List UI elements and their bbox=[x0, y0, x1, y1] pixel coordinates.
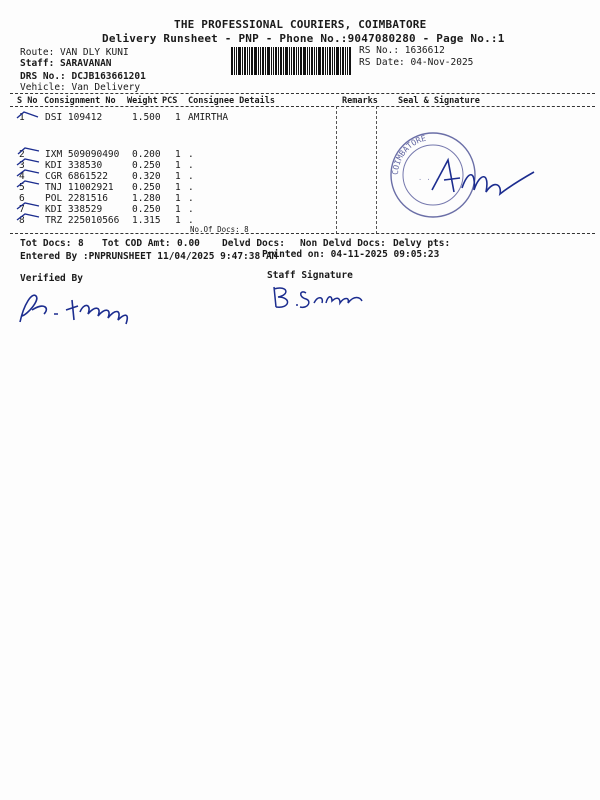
barcode-bar bbox=[347, 47, 348, 75]
row-sno: 4 bbox=[19, 171, 25, 182]
barcode-bar bbox=[300, 47, 302, 75]
barcode bbox=[231, 47, 357, 75]
barcode-bar bbox=[242, 47, 243, 75]
row-pcs: 1 bbox=[175, 182, 181, 193]
row-consignee: . bbox=[188, 160, 194, 171]
barcode-bar bbox=[311, 47, 313, 75]
col-sno: S No bbox=[17, 96, 38, 106]
table-top-rule bbox=[10, 93, 595, 94]
barcode-bar bbox=[314, 47, 315, 75]
row-consignment: DSI 109412 bbox=[45, 112, 103, 123]
barcode-bar bbox=[236, 47, 237, 75]
row-consignment: KDI 338530 bbox=[45, 160, 103, 171]
barcode-bar bbox=[325, 47, 326, 75]
col-weight: Weight bbox=[127, 96, 158, 106]
tick-marks bbox=[14, 110, 44, 230]
barcode-bar bbox=[234, 47, 235, 75]
tot-docs-value: 8 bbox=[78, 238, 84, 249]
col-consignee: Consignee Details bbox=[188, 96, 275, 106]
row-sno: 2 bbox=[19, 149, 25, 160]
barcode-bar bbox=[231, 47, 233, 75]
barcode-bar bbox=[336, 47, 339, 75]
drs-number: DRS No.: DCJB163661201 bbox=[20, 71, 146, 82]
verified-by-label: Verified By bbox=[20, 273, 83, 284]
row-consignee: . bbox=[188, 215, 194, 226]
barcode-bar bbox=[322, 47, 324, 75]
barcode-bar bbox=[275, 47, 277, 75]
row-consignment: TNJ 11002921 bbox=[45, 182, 114, 193]
row-pcs: 1 bbox=[175, 149, 181, 160]
rs-date: RS Date: 04-Nov-2025 bbox=[359, 57, 474, 68]
delvy-pts: Delvy pts: bbox=[393, 238, 451, 249]
row-consignment: CGR 6861522 bbox=[45, 171, 108, 182]
row-pcs: 1 bbox=[175, 160, 181, 171]
barcode-bar bbox=[307, 47, 308, 75]
barcode-bar bbox=[254, 47, 257, 75]
staff: Staff: SARAVANAN bbox=[20, 58, 112, 69]
barcode-bar bbox=[349, 47, 351, 75]
tot-docs-label: Tot Docs: bbox=[20, 238, 72, 249]
barcode-bar bbox=[278, 47, 279, 75]
stamp-text: COIMBATORE bbox=[390, 133, 427, 176]
row-consignment: IXM 509090490 bbox=[45, 149, 120, 160]
staff-signature-label: Staff Signature bbox=[267, 270, 353, 281]
barcode-bar bbox=[309, 47, 310, 75]
remarks-divider bbox=[336, 106, 337, 234]
svg-text:· · · ·: · · · · bbox=[418, 176, 448, 184]
no-of-docs: No.Of Docs: 8 bbox=[190, 225, 249, 234]
seal-signature-scribble bbox=[430, 150, 540, 210]
barcode-bar bbox=[283, 47, 284, 75]
row-pcs: 1 bbox=[175, 171, 181, 182]
barcode-bar bbox=[258, 47, 259, 75]
row-pcs: 1 bbox=[175, 193, 181, 204]
col-seal-signature: Seal & Signature bbox=[398, 96, 480, 106]
barcode-bar bbox=[247, 47, 248, 75]
row-pcs: 1 bbox=[175, 204, 181, 215]
barcode-bar bbox=[293, 47, 295, 75]
barcode-bar bbox=[262, 47, 264, 75]
row-sno: 3 bbox=[19, 160, 25, 171]
company-name: THE PROFESSIONAL COURIERS, COIMBATORE bbox=[174, 18, 427, 31]
row-consignee: . bbox=[188, 182, 194, 193]
barcode-bar bbox=[289, 47, 290, 75]
row-weight: 1.500 bbox=[132, 112, 161, 123]
barcode-bar bbox=[296, 47, 297, 75]
row-sno: 6 bbox=[19, 193, 25, 204]
row-pcs: 1 bbox=[175, 112, 181, 123]
verified-signature bbox=[14, 284, 144, 329]
col-remarks: Remarks bbox=[342, 96, 378, 106]
barcode-bar bbox=[332, 47, 333, 75]
entered-by: Entered By :PNPRUNSHEET 11/04/2025 9:47:38 AM bbox=[20, 251, 278, 262]
delvd-docs: Delvd Docs: bbox=[222, 238, 285, 249]
table-bottom-rule bbox=[10, 233, 595, 234]
vehicle: Vehicle: Van Delivery bbox=[20, 82, 141, 93]
barcode-bar bbox=[285, 47, 288, 75]
barcode-bar bbox=[291, 47, 292, 75]
row-sno: 1 bbox=[19, 112, 25, 123]
row-sno: 5 bbox=[19, 182, 25, 193]
row-consignee: . bbox=[188, 193, 194, 204]
row-sno: 7 bbox=[19, 204, 25, 215]
non-delvd-docs: Non Delvd Docs: bbox=[300, 238, 386, 249]
barcode-bar bbox=[251, 47, 253, 75]
staff-signature bbox=[270, 283, 370, 313]
rs-number: RS No.: 1636612 bbox=[359, 45, 445, 56]
barcode-bar bbox=[267, 47, 270, 75]
seal-divider bbox=[376, 106, 377, 234]
barcode-bar bbox=[271, 47, 272, 75]
runsheet-title: Delivery Runsheet - PNP - Phone No.:9047080280 - Page No.:1 bbox=[102, 32, 505, 45]
barcode-bar bbox=[298, 47, 299, 75]
tot-cod-label: Tot COD Amt: bbox=[102, 238, 171, 249]
col-consignment: Consignment No bbox=[44, 96, 116, 106]
printed-on: Printed on: 04-11-2025 09:05:23 bbox=[262, 249, 440, 260]
barcode-bar bbox=[334, 47, 335, 75]
barcode-bar bbox=[303, 47, 306, 75]
barcode-bar bbox=[318, 47, 321, 75]
row-weight: 0.250 bbox=[132, 182, 161, 193]
row-consignee: . bbox=[188, 171, 194, 182]
col-pcs: PCS bbox=[162, 96, 178, 106]
row-consignment: TRZ 225010566 bbox=[45, 215, 120, 226]
row-consignee: AMIRTHA bbox=[188, 112, 229, 123]
row-weight: 1.280 bbox=[132, 193, 161, 204]
row-sno: 8 bbox=[19, 215, 25, 226]
row-consignment: KDI 338529 bbox=[45, 204, 103, 215]
row-consignee: . bbox=[188, 204, 194, 215]
barcode-bar bbox=[342, 47, 344, 75]
row-weight: 0.250 bbox=[132, 160, 161, 171]
barcode-bar bbox=[329, 47, 331, 75]
tot-cod-value: 0.00 bbox=[177, 238, 200, 249]
row-weight: 1.315 bbox=[132, 215, 161, 226]
row-pcs: 1 bbox=[175, 215, 181, 226]
barcode-bar bbox=[327, 47, 328, 75]
route: Route: VAN DLY KUNI bbox=[20, 47, 129, 58]
barcode-bar bbox=[280, 47, 282, 75]
barcode-bar bbox=[238, 47, 241, 75]
row-consignment: POL 2281516 bbox=[45, 193, 108, 204]
barcode-bar bbox=[244, 47, 246, 75]
table-header-rule bbox=[10, 106, 595, 107]
barcode-bar bbox=[265, 47, 266, 75]
barcode-bar bbox=[340, 47, 341, 75]
row-weight: 0.200 bbox=[132, 149, 161, 160]
staff-signed-name: B. Saravanan bbox=[270, 283, 278, 284]
row-consignee: . bbox=[188, 149, 194, 160]
barcode-bar bbox=[273, 47, 274, 75]
barcode-bar bbox=[316, 47, 317, 75]
barcode-bar bbox=[345, 47, 346, 75]
barcode-bar bbox=[260, 47, 261, 75]
row-weight: 0.250 bbox=[132, 204, 161, 215]
row-weight: 0.320 bbox=[132, 171, 161, 182]
barcode-bar bbox=[249, 47, 250, 75]
